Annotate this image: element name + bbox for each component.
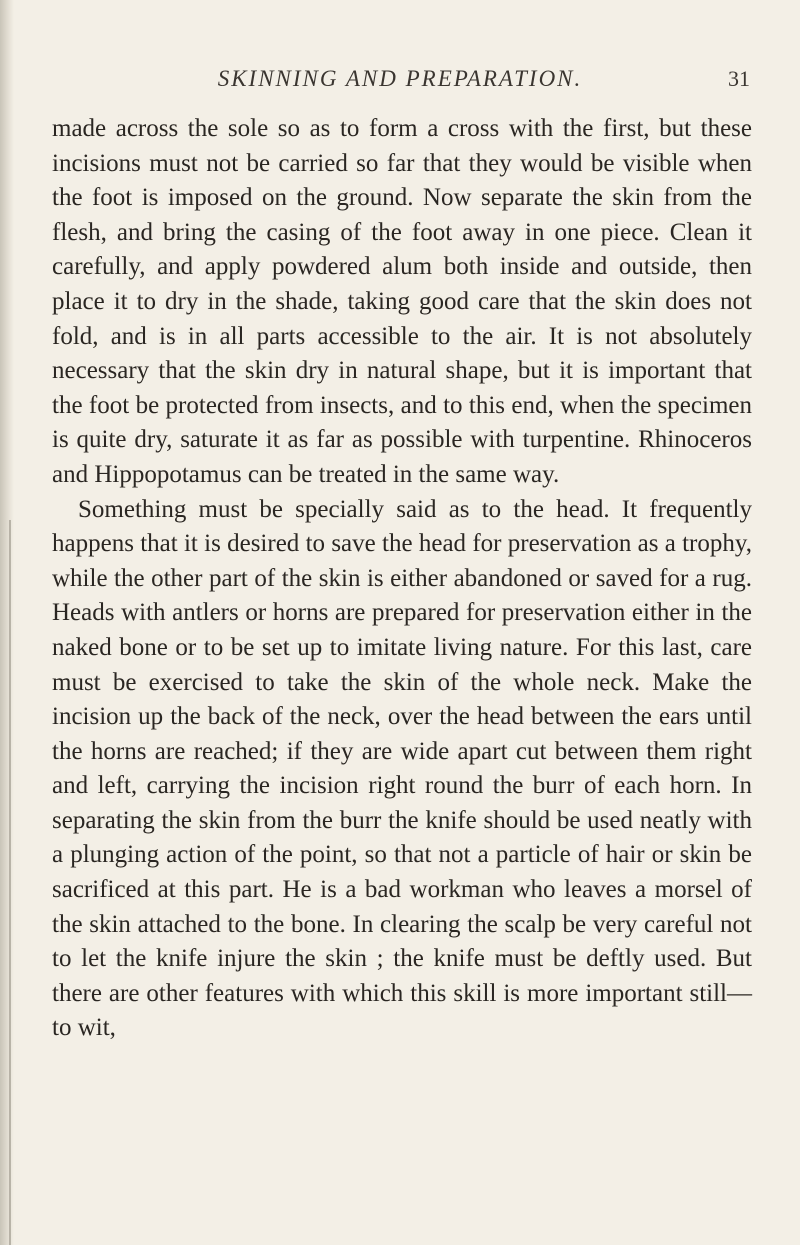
body-text <box>52 112 752 1046</box>
binding-edge-line <box>9 520 11 1245</box>
page-gutter-shadow <box>0 0 14 1245</box>
page-number: 31 <box>728 66 750 91</box>
paragraph-head-preparation: Something must be specially said as to the head. It frequently happens that it is desired to save the head for preservation as a trophy, while the other part of the skin is either abandoned or saved for a rug. Heads with antlers or horns are prepared for preservation either in the naked bone or to be set up to imitate living nature. For this last, care must be exercised to take the skin of the whole neck. Make the incision up the back of the neck, over the head between the ears until the horns are reached; if they are wide apart cut between them right and left, carrying the incision right round the burr of each horn. In separating the skin from the burr the knife should be used neatly with a plunging action of the point, so that not a particle of hair or skin be sacrificed at this part. He is a bad workman who leaves a morsel of the skin attached to the bone. In clearing the scalp be very careful not to let the knife injure the skin ; the knife must be deftly used. But there are other features with which this skill is more important still—to wit, <box>52 495 752 1042</box>
paragraph-continuation: made across the sole so as to form a cross with the first, but these incisions must not be carried so far that they would be visible when the foot is imposed on the ground. Now separate the skin from the flesh, and bring the casing of the foot away in one piece. Clean it carefully, and apply powdered alum both inside and outside, then place it to dry in the shade, taking good care that the skin does not fold, and is in all parts accessible to the air. It is not absolutely necessary that the skin dry in natural shape, but it is important that the foot be protected from insects, and to this end, when the specimen is quite dry, saturate it as far as possible with turpentine. Rhinoceros and Hippopotamus can be treated in the same way. <box>52 115 752 488</box>
running-title: SKINNING AND PREPARATION. <box>217 66 583 91</box>
